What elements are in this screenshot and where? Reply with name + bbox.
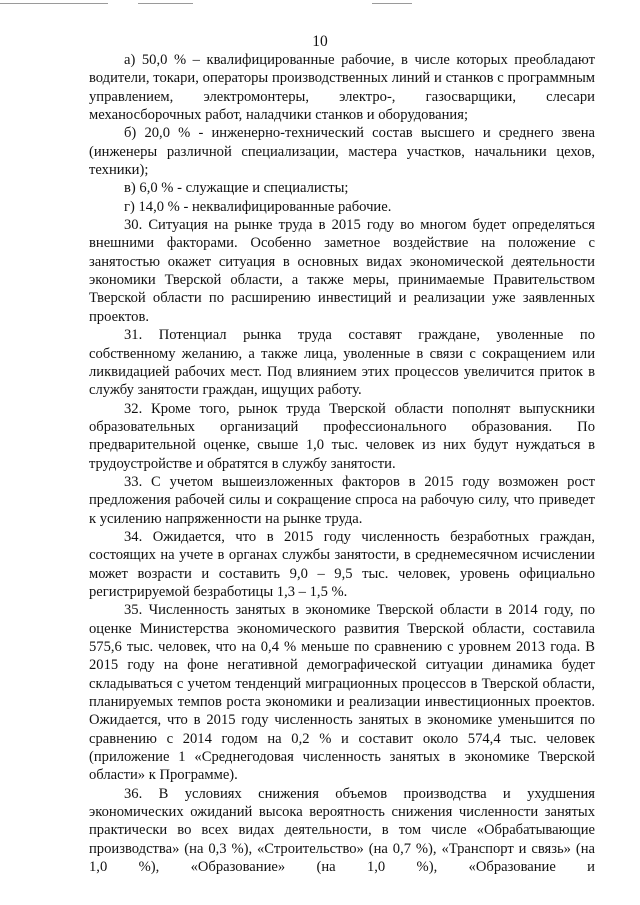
top-edge-line-left bbox=[0, 3, 108, 4]
paragraph-30: 30. Ситуация на рынке труда в 2015 году во многом будет определяться внешними факторами. Особенно заметное воздействие на положение с занятостью окажет ситуация в основных видах экономической деятельности экономики Тверской области, а также меры, принимаемые Правительством Тверской области по расширению инвестиций и реализации уже заявленных проектов. bbox=[89, 217, 595, 325]
top-edge-line-right bbox=[372, 3, 412, 4]
paragraph-list-item-g: г) 14,0 % - неквалифицированные рабочие. bbox=[124, 198, 392, 215]
top-edge-line-middle bbox=[138, 3, 193, 4]
paragraph-33: 33. С учетом вышеизложенных факторов в 2015 году возможен рост предложения рабочей силы и сокращение спроса на рабочую силу, что приведет к усилению напряженности на рынке труда. bbox=[89, 473, 595, 527]
paragraph-list-item-v: в) 6,0 % - служащие и специалисты; bbox=[124, 180, 349, 197]
paragraph-34: 34. Ожидается, что в 2015 году численность безработных граждан, состоящих на учете в органах службы занятости, в среднемесячном исчислении может возрасти и составить 9,0 – 9,5 тыс. человек, уровень официально регистрируемой безработицы 1,3 – 1,5 %. bbox=[89, 528, 595, 600]
paragraph-31: 31. Потенциал рынка труда составят граждане, уволенные по собственному желанию, а также лица, уволенные в связи с сокращением или ликвидацией рабочих мест. Под влиянием этих процессов увеличится приток в службу занятости граждан, ищущих работу. bbox=[89, 327, 595, 399]
paragraph-36: 36. В условиях снижения объемов производства и ухудшения экономических ожиданий высока вероятность снижения численности занятых практически во всех видах деятельности, в том числе «Обрабатывающие производства» (на 0,3 %), «Строительство» (на 0,7 %), «Транспорт и связь» (на 1,0 %), «Образование» (на 1,0 %), «Образование и bbox=[89, 785, 595, 876]
paragraph-list-item-a: а) 50,0 % – квалифицированные рабочие, в числе которых преобладают водители, токари, операторы производственных линий и станков с программным управлением, электромонтеры, электро-, газосварщики, слесари механосборочных работ, наладчики станков и оборудования; bbox=[89, 52, 595, 124]
page-number: 10 bbox=[312, 33, 328, 50]
document-body bbox=[89, 51, 595, 876]
paragraph-32: 32. Кроме того, рынок труда Тверской области пополнят выпускники образовательных организаций профессионального образования. По предварительной оценке, свыше 1,0 тыс. человек из них будут нуждаться в трудоустройстве и обратятся в службу занятости. bbox=[89, 400, 595, 472]
paragraph-35: 35. Численность занятых в экономике Тверской области в 2014 году, по оценке Министерства экономического развития Тверской области, составила 575,6 тыс. человек, что на 0,4 % меньше по сравнению с уровнем 2013 года. В 2015 году на фоне негативной демографической ситуации динамика будет складываться с учетом тенденций миграционных процессов в Тверской области, планируемых темпов роста экономики и реализации инвестиционных проектов. Ожидается, что в 2015 году численность занятых в экономике уменьшится по сравнению с 2014 годом на 0,2 % и составит около 574,4 тыс. человек (приложение 1 «Среднегодовая численность занятых в экономике Тверской области» к Программе). bbox=[89, 602, 595, 784]
paragraph-list-item-b: б) 20,0 % - инженерно-технический состав высшего и среднего звена (инженеры различной специализации, мастера участков, начальники цехов, техники); bbox=[89, 125, 595, 179]
